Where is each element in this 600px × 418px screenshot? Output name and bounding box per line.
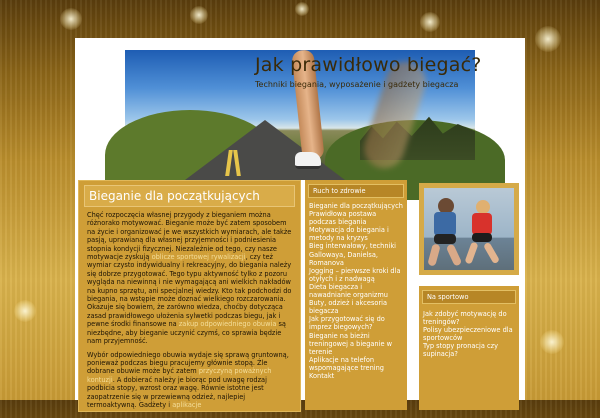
sport-box-item[interactable]: Typ stopy pronacja czy supinacja? — [423, 342, 499, 359]
runner-figure — [464, 241, 478, 264]
sport-box-heading: Na sportowo — [422, 290, 516, 304]
post-text: Wybór odpowiedniego obuwia wydaje się sprawą gruntowną, ponieważ podczas biegu pracujemy głównie stopą. Źle dobrane obuwie może być zatem — [87, 350, 289, 376]
runner-figure — [427, 243, 440, 266]
site-title[interactable]: Jak prawidłowo biegać? — [255, 54, 482, 76]
main-content — [78, 180, 301, 412]
runner-figure — [476, 200, 490, 214]
background-light-spot — [535, 26, 561, 52]
sport-box — [419, 286, 519, 410]
sidebar-heading: Ruch to zdrowie — [308, 184, 404, 198]
runner-figure — [483, 242, 500, 265]
post-link[interactable]: przyczyną poważnych kontuzji — [87, 367, 272, 384]
page-container — [75, 38, 525, 409]
post-paragraph — [87, 351, 292, 410]
post-link[interactable]: oblicze sportowej rywalizacji — [151, 253, 246, 262]
banner-runner-shoe — [295, 152, 321, 169]
post-link[interactable]: zakup odpowiedniego obuwia — [178, 320, 277, 329]
sidebar-item[interactable]: Dieta biegacza i nawadnianie organizmu — [309, 282, 388, 300]
background-light-spot — [295, 2, 309, 16]
background-light-spot — [60, 8, 82, 30]
sidebar-list — [305, 202, 407, 380]
runner-figure — [472, 213, 492, 235]
background-light-spot — [14, 300, 36, 322]
post-title[interactable]: Bieganie dla początkujących — [84, 185, 295, 207]
background-light-spot — [420, 12, 440, 32]
right-column — [419, 180, 519, 410]
post-paragraph — [87, 211, 292, 346]
sidebar-item[interactable]: Jak przygotować się do imprez biegowych? — [309, 315, 385, 332]
runner-figure — [472, 233, 492, 242]
sidebar-item[interactable]: Kontakt — [309, 371, 335, 380]
sidebar-menu — [305, 180, 407, 410]
post-text: Chęć rozpoczęcia własnej przygody z bieganiem można różnorako motywować. Bieganie może być zatem sposobem na życie i organizować je we wszystkich wymiarach, ale także pasją, uprawianą dla własnej przyjemności i podniesienia stopnia kondycji fizycznej. Niezależnie od tego, czy nasze motywacje zyskują — [87, 211, 292, 262]
runner-figure — [434, 234, 456, 244]
sidebar-item[interactable]: Motywacja do biegania i metody na kryzys — [309, 226, 389, 243]
sidebar-item[interactable]: Jogging – pierwsze kroki dla otyłych i z nadwagą — [309, 266, 401, 283]
runner-figure — [446, 243, 463, 266]
runners-photo — [424, 188, 514, 270]
background-light-spot — [190, 6, 208, 24]
post-text: , czy też wymiar czysto indywidualny i rekreacyjny, do biegania należy się dobrze przygotować. Tego typu aktywność tylko z pozoru wygląda na niewinną i nie wymagającą ani wielkich nakładów na kupno sprzętu, ani specjalnej wiedzy. Kto tak podchodzi do biegania, na wstępie może doznać wielkiego rozczarowania. Okazuje się bowiem, że zarówno wiedza, choćby dotycząca zasad prawidłowego ułożenia sylwetki podczas biegu, jak i pewne środki finansowe na — [87, 253, 292, 329]
sidebar-item[interactable]: Bieg interwałowy, techniki Gallowaya, Danielsa, Romanova — [309, 242, 396, 267]
sidebar-item[interactable]: Aplikacje na telefon wspomagające trening — [309, 355, 384, 372]
sport-box-item[interactable]: Polisy ubezpieczeniowe dla sportowców — [423, 326, 513, 343]
site-subtitle: Techniki biegania, wyposażenie i gadżety biegacza — [255, 80, 459, 89]
sidebar-item[interactable]: Bieganie na bieżni treningowej a bieganie w terenie — [309, 331, 392, 356]
sidebar-item[interactable]: Buty, odzież i akcesoria biegacza — [309, 299, 388, 316]
sport-box-item[interactable]: Jak zdobyć motywację do treningów? — [423, 310, 507, 327]
post-text: . A dobierać należy je biorąc pod uwagę rodzaj podbicia stopy, wzrost oraz wagę. Równie istotne jest zaopatrzenie się w przewiewną odzież, najlepiej termoaktywną. Gadżety i — [87, 375, 267, 409]
post-link[interactable]: aplikacje — [172, 400, 202, 409]
sport-box-list — [419, 310, 519, 359]
post-text: są niezbędne, aby bieganie uczynić czymś, co sprawia będzie nam przyjemność. — [87, 320, 286, 346]
header-banner — [125, 50, 482, 176]
sidebar-item[interactable]: Bieganie dla początkujących — [309, 202, 403, 210]
sidebar-item[interactable]: Prawidłowa postawa podczas biegania — [309, 210, 377, 227]
runners-photo-frame — [419, 183, 519, 275]
background-light-spot — [540, 330, 564, 354]
post-body — [79, 207, 300, 418]
runner-figure — [434, 212, 456, 236]
